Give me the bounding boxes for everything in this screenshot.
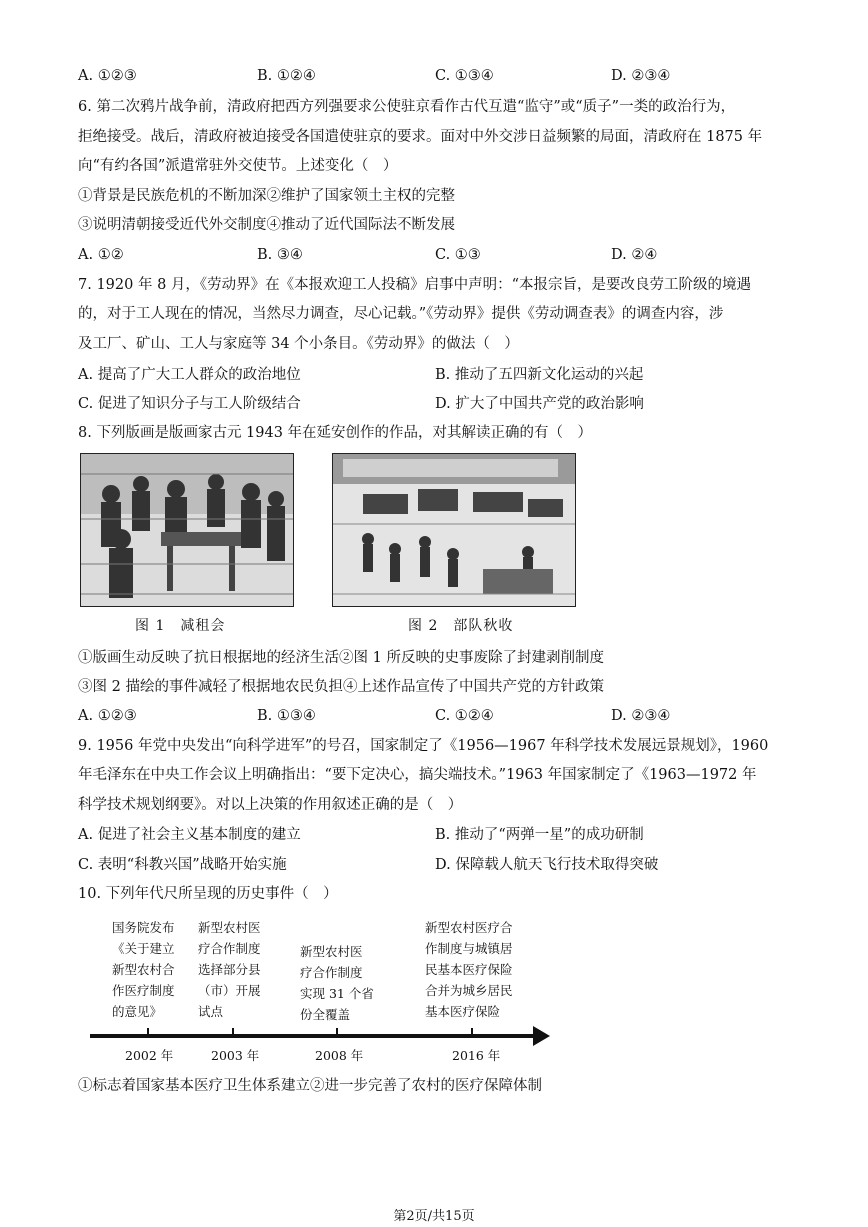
question-text: 向“有约各国”派遣常驻外交使节。上述变化（ ） — [78, 158, 398, 174]
statement-line: ③图 2 描绘的事件减轻了根据地农民负担④上述作品宣传了中国共产党的方针政策 — [78, 679, 604, 695]
option-d: D. ②③④ — [611, 68, 671, 84]
event-text: 作制度与城镇居 — [425, 941, 513, 956]
event-text: 《关于建立 — [112, 941, 175, 956]
option-d: D. 保障载人航天飞行技术取得突破 — [435, 857, 659, 873]
option-c: C. ①③ — [435, 247, 481, 263]
woodcut-image — [81, 454, 293, 606]
option-b: B. ③④ — [257, 247, 303, 263]
statement-line: ①版画生动反映了抗日根据地的经济生活②图 1 所反映的史事废除了封建剥削制度 — [78, 650, 604, 666]
question-text: 9. 1956 年党中央发出“向科学进军”的号召，国家制定了《1956—1967 年科学技术发展远景规划》，1960 — [78, 738, 769, 754]
figure-1-caption: 图 1 减租会 — [135, 618, 226, 634]
timeline-year: 2002 年 — [125, 1048, 174, 1063]
question-text: 的，对于工人现在的情况，当然尽力调查，尽心记载。”《劳动界》提供《劳动调查表》的调查内容，涉 — [78, 306, 724, 322]
event-text: 新型农村医疗合 — [425, 920, 513, 935]
timeline-year: 2016 年 — [452, 1048, 501, 1063]
event-text: 新型农村合 — [112, 962, 175, 977]
question-text: 拒绝接受。战后，清政府被迫接受各国遣使驻京的要求。面对中外交涉日益频繁的局面，清政府在 1875 年 — [78, 129, 763, 145]
option-a: A. ①② — [78, 247, 124, 263]
event-text: 试点 — [198, 1004, 224, 1019]
question-text: 10. 下列年代尺所呈现的历史事件（ ） — [78, 886, 338, 902]
question-text: 及工厂、矿山、工人与家庭等 34 个小条目。《劳动界》的做法（ ） — [78, 336, 519, 352]
question-text: 科学技术规划纲要》。对以上决策的作用叙述正确的是（ ） — [78, 797, 463, 813]
event-text: 新型农村医 — [198, 920, 261, 935]
timeline-year: 2008 年 — [315, 1048, 364, 1063]
event-text: 的意见》 — [112, 1004, 163, 1019]
option-a: A. ①②③ — [78, 708, 137, 724]
option-c: C. ①③④ — [435, 68, 494, 84]
event-text: 选择部分县 — [198, 962, 261, 977]
page-number: 第2页/共15页 — [393, 1209, 475, 1224]
figure-2-caption: 图 2 部队秋收 — [408, 618, 514, 634]
option-b: B. 推动了五四新文化运动的兴起 — [435, 367, 644, 383]
option-d: D. ②③④ — [611, 708, 671, 724]
event-text: 合并为城乡居民 — [425, 983, 513, 998]
question-text: 年毛泽东在中央工作会议上明确指出：“要下定决心，搞尖端技术。”1963 年国家制定了《1963—1972 年 — [78, 767, 757, 783]
option-d: D. 扩大了中国共产党的政治影响 — [435, 396, 644, 412]
woodcut-image — [333, 454, 575, 606]
option-b: B. 推动了“两弹一星”的成功研制 — [435, 827, 644, 843]
option-a: A. 促进了社会主义基本制度的建立 — [78, 827, 301, 843]
statement-line: ①背景是民族危机的不断加深②维护了国家领土主权的完整 — [78, 188, 455, 204]
option-c: C. 表明“科教兴国”战略开始实施 — [78, 857, 287, 873]
option-d: D. ②④ — [611, 247, 658, 263]
question-text: 7. 1920 年 8 月，《劳动界》在《本报欢迎工人投稿》启事中声明：“本报宗旨，是要改良劳工阶级的境遇 — [78, 277, 752, 293]
statement-line: ③说明清朝接受近代外交制度④推动了近代国际法不断发展 — [78, 217, 455, 233]
event-text: 份全覆盖 — [300, 1007, 351, 1022]
woodcut-figure-2 — [332, 453, 576, 607]
option-a: A. ①②③ — [78, 68, 137, 84]
event-text: 疗合作制度 — [198, 941, 261, 956]
option-a: A. 提高了广大工人群众的政治地位 — [78, 367, 301, 383]
event-text: 实现 31 个省 — [300, 986, 374, 1001]
event-text: 作医疗制度 — [112, 983, 175, 998]
question-text: 8. 下列版画是版画家古元 1943 年在延安创作的作品，对其解读正确的有（ ） — [78, 425, 593, 441]
event-text: 基本医疗保险 — [425, 1004, 501, 1019]
timeline-year: 2003 年 — [211, 1048, 260, 1063]
event-text: 疗合作制度 — [300, 965, 363, 980]
event-text: 新型农村医 — [300, 944, 363, 959]
event-text: （市）开展 — [198, 983, 261, 998]
event-text: 民基本医疗保险 — [425, 962, 513, 977]
statement-line: ①标志着国家基本医疗卫生体系建立②进一步完善了农村的医疗保障体制 — [78, 1078, 542, 1094]
option-c: C. 促进了知识分子与工人阶级结合 — [78, 396, 301, 412]
question-text: 6. 第二次鸦片战争前，清政府把西方列强要求公使驻京看作古代互遣“监守”或“质子”一类的政治行为， — [78, 99, 736, 115]
event-text: 国务院发布 — [112, 920, 175, 935]
option-b: B. ①③④ — [257, 708, 316, 724]
option-c: C. ①②④ — [435, 708, 494, 724]
option-b: B. ①②④ — [257, 68, 316, 84]
woodcut-figure-1 — [80, 453, 294, 607]
